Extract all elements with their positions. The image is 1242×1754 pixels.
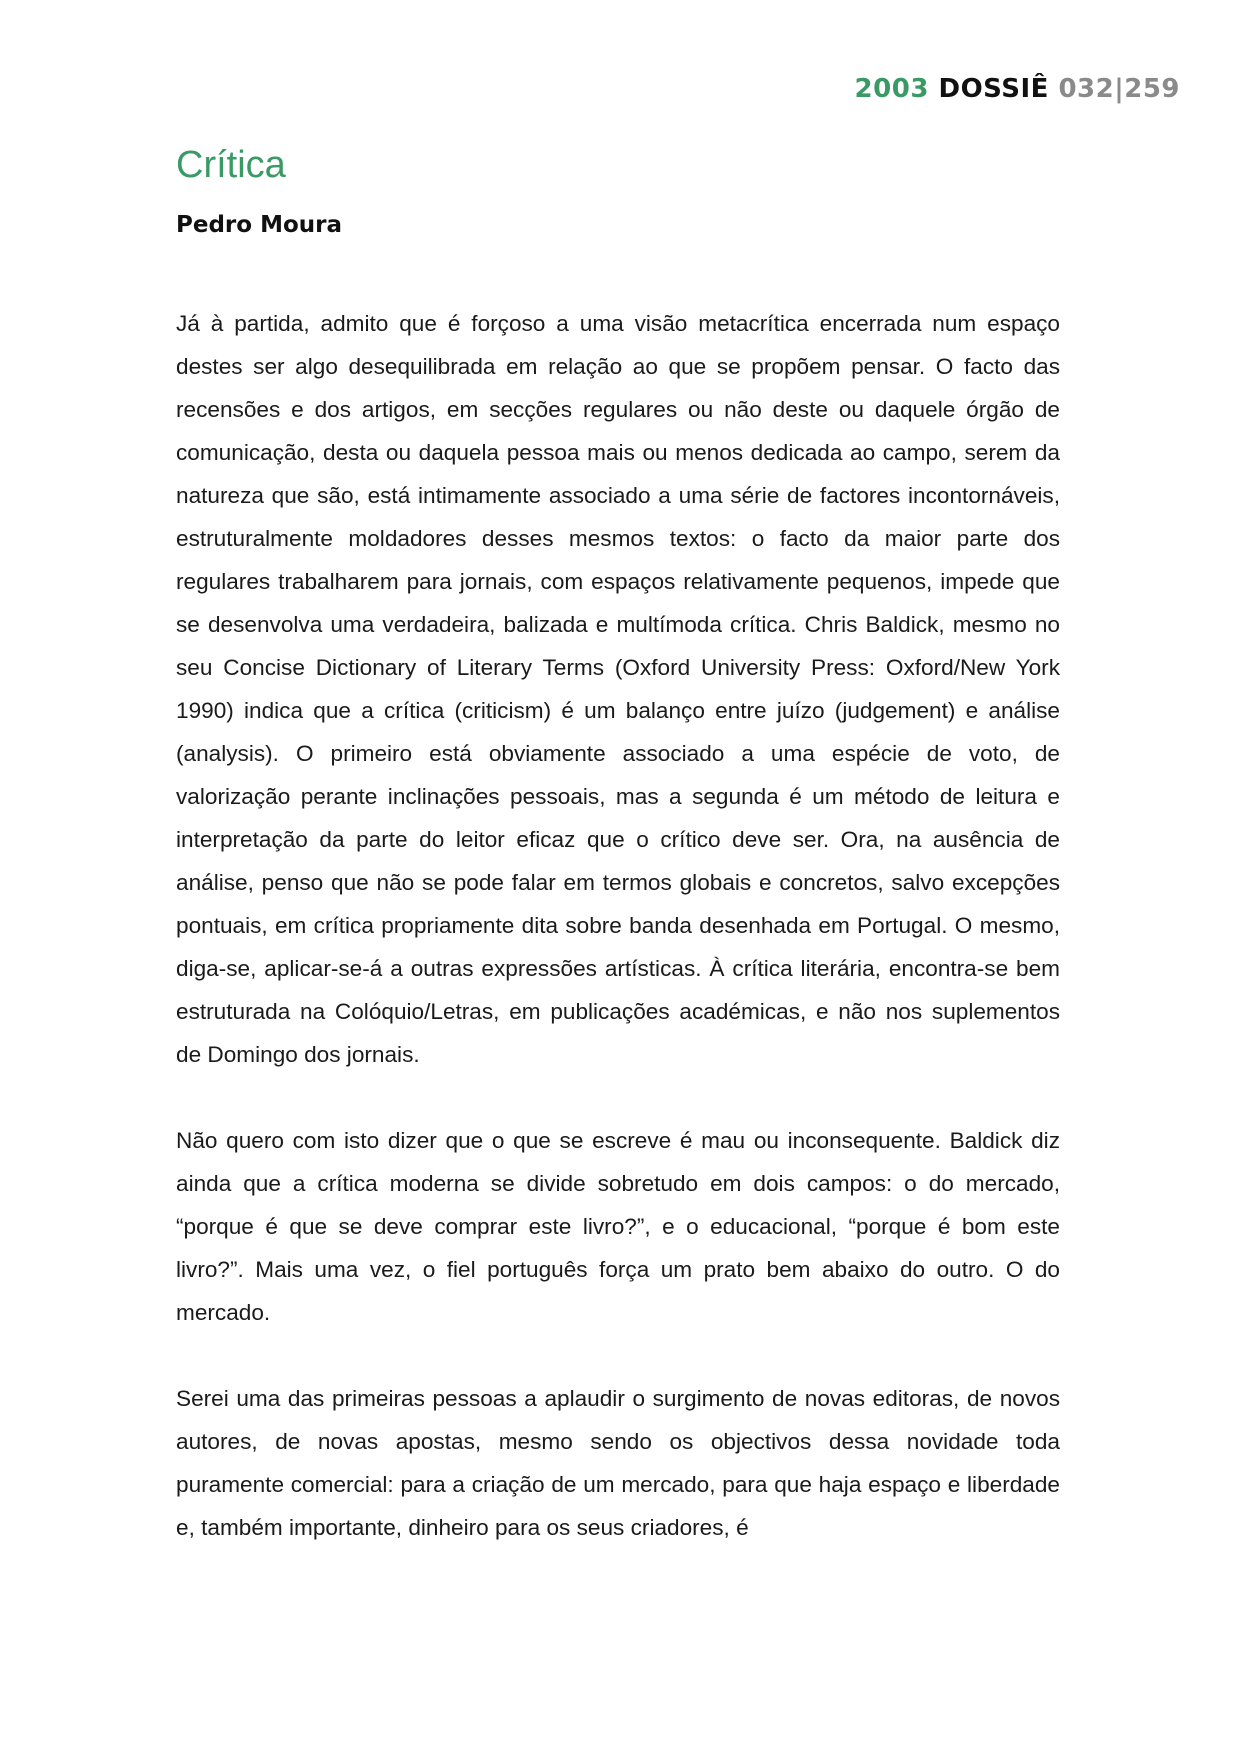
article-author: Pedro Moura bbox=[176, 212, 342, 238]
article-body bbox=[176, 302, 1060, 1592]
body-paragraph: Não quero com isto dizer que o que se escreve é mau ou inconsequente. Baldick diz ainda que a crítica moderna se divide sobretudo em dois campos: o do mercado, “porque é que se deve comprar este livro?”, e o educacional, “porque é bom este livro?”. Mais uma vez, o fiel português força um prato bem abaixo do outro. O do mercado. bbox=[176, 1128, 1060, 1325]
header-section: DOSSIÊ bbox=[938, 74, 1049, 104]
running-header bbox=[855, 74, 1180, 104]
article-title: Crítica bbox=[176, 144, 286, 186]
header-year: 2003 bbox=[854, 74, 929, 104]
header-page-numbers: 032|259 bbox=[1058, 74, 1180, 104]
body-paragraph: Serei uma das primeiras pessoas a aplaudir o surgimento de novas editoras, de novos autores, de novas apostas, mesmo sendo os objectivos dessa novidade toda puramente comercial: para a criação de um mercado, para que haja espaço e liberdade e, também importante, dinheiro para os seus criadores, é bbox=[176, 1386, 1060, 1540]
body-paragraph: Já à partida, admito que é forçoso a uma visão metacrítica encerrada num espaço destes ser algo desequilibrada em relação ao que se propõem pensar. O facto das recensões e dos artigos, em secções regulares ou não deste ou daquele órgão de comunicação, desta ou daquela pessoa mais ou menos dedicada ao campo, serem da natureza que são, está intimamente associado a uma série de factores incontornáveis, estruturalmente moldadores desses mesmos textos: o facto da maior parte dos regulares trabalharem para jornais, com espaços relativamente pequenos, impede que se desenvolva uma verdadeira, balizada e multímoda crítica. Chris Baldick, mesmo no seu Concise Dictionary of Literary Terms (Oxford University Press: Oxford/New York 1990) indica que a crítica (criticism) é um balanço entre juízo (judgement) e análise (analysis). O primeiro está obviamente associado a uma espécie de voto, de valorização perante inclinações pessoais, mas a segunda é um método de leitura e interpretação da parte do leitor eficaz que o crítico deve ser. Ora, na ausência de análise, penso que não se pode falar em termos globais e concretos, salvo excepções pontuais, em crítica propriamente dita sobre banda desenhada em Portugal. O mesmo, diga-se, aplicar-se-á a outras expressões artísticas. À crítica literária, encontra-se bem estruturada na Colóquio/Letras, em publicações académicas, e não nos suplementos de Domingo dos jornais. bbox=[176, 311, 1060, 1067]
